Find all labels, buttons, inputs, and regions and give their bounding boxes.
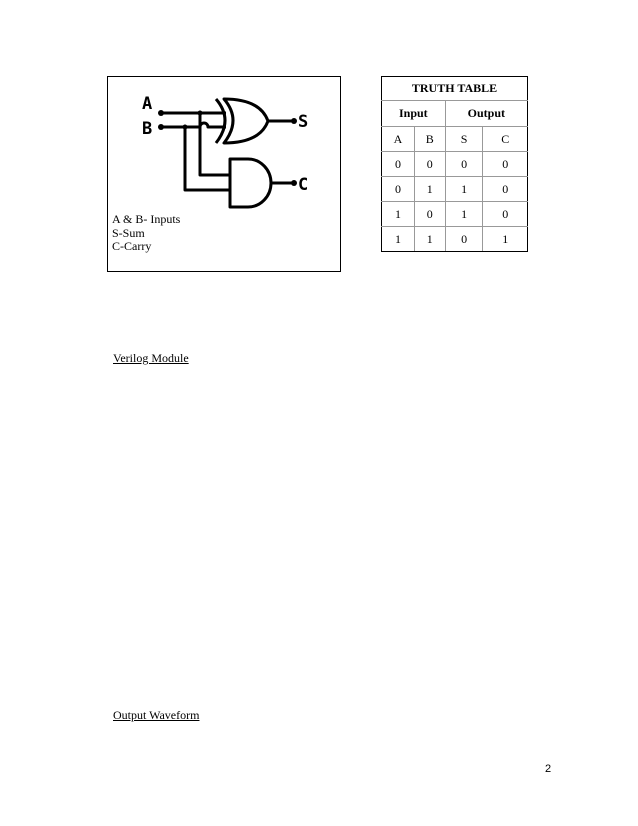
truth-table [381,76,528,252]
junction-b [183,125,188,130]
cell-s: 1 [445,202,483,227]
label-b: B [142,119,153,139]
output-waveform-heading: Output Waveform [113,708,200,722]
header-s: S [445,127,483,152]
wire-b [161,123,226,127]
header-c: C [483,127,528,152]
table-row [382,202,528,227]
cell-b: 1 [414,177,445,202]
table-row [382,177,528,202]
node-c [291,180,297,186]
truth-table-group-row [382,101,528,127]
cell-s: 0 [445,227,483,252]
legend-sum: S-Sum [112,225,145,240]
node-s [291,118,297,124]
circuit-legend [112,213,180,254]
node-b [158,124,164,130]
truth-table-header-row [382,127,528,152]
cell-c: 0 [483,152,528,177]
and-gate [230,159,271,207]
cell-b: 0 [414,152,445,177]
junction-a [198,111,203,116]
cell-a: 0 [382,177,415,202]
truth-table-title: TRUTH TABLE [382,77,528,101]
cell-s: 1 [445,177,483,202]
verilog-module-heading: Verilog Module [113,351,189,365]
header-b: B [414,127,445,152]
label-c: C [298,175,309,195]
label-a: A [142,94,153,114]
legend-carry: C-Carry [112,239,152,253]
page-number: 2 [545,763,552,775]
cell-b: 0 [414,202,445,227]
table-row [382,152,528,177]
cell-c: 1 [483,227,528,252]
cell-c: 0 [483,202,528,227]
group-input: Input [382,101,446,127]
xor-gate [224,99,268,143]
cell-a: 0 [382,152,415,177]
cell-s: 0 [445,152,483,177]
cell-c: 0 [483,177,528,202]
half-adder-diagram-box [107,76,341,272]
cell-a: 1 [382,227,415,252]
truth-table-title-row [382,77,528,101]
cell-a: 1 [382,202,415,227]
header-a: A [382,127,415,152]
group-output: Output [445,101,527,127]
legend-inputs: A & B- Inputs [112,212,181,226]
label-s: S [298,112,309,132]
cell-b: 1 [414,227,445,252]
wire-b-branch [185,127,230,190]
table-row [382,227,528,252]
node-a [158,110,164,116]
xor-back-curve [216,99,225,143]
